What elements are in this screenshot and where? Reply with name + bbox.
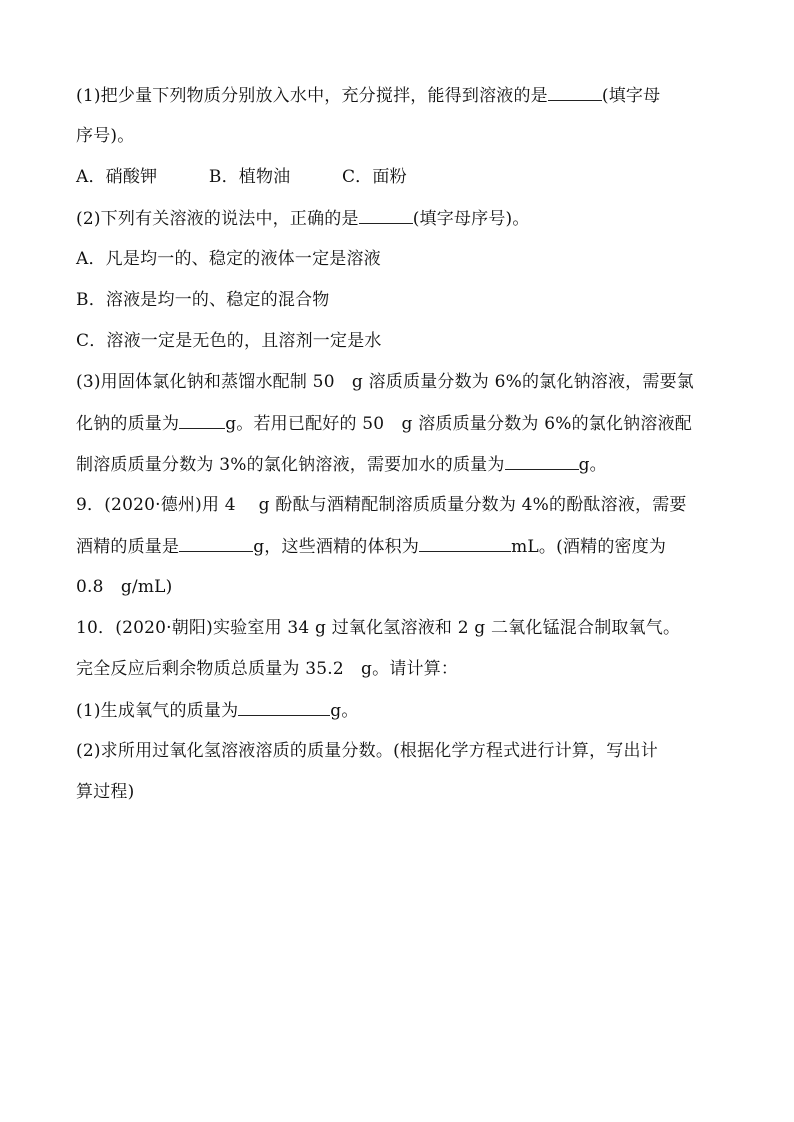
q9-line-2 [76, 535, 736, 576]
q8-2-stem-suffix: (填字母序号)。 [412, 209, 530, 229]
answer-blank-q8-2[interactable] [359, 207, 413, 224]
q9-line-2-text: 酒精的质量是 [76, 537, 180, 557]
q10-sub-1 [76, 699, 736, 740]
q9-line-2-suffix: mL。(酒精的密度为 [511, 537, 667, 557]
q8-1-stem-suffix: (填字母 [601, 86, 661, 106]
q10-line-1: 10．(2020·朝阳)实验室用 34 g 过氧化氢溶液和 2 g 二氧化锰混合制取氧气。 [76, 618, 681, 638]
q8-3-line-2-text: 化钠的质量为 [76, 414, 180, 434]
answer-blank-q8-3-a[interactable] [179, 412, 225, 429]
q10-sub-2-line-2: 算过程) [76, 782, 135, 802]
q8-1-stem: (1)把少量下列物质分别放入水中，充分搅拌，能得到溶液的是 [76, 86, 548, 106]
q8-2-stem-text: (2)下列有关溶液的说法中，正确的是 [76, 209, 359, 229]
q8-3-line-1: (3)用固体氯化钠和蒸馏水配制 50 g 溶质质量分数为 6%的氯化钠溶液，需要氯 [76, 372, 694, 392]
q8-1-options: A．硝酸钾 B．植物油 C．面粉 [76, 167, 407, 187]
q8-2-stem [76, 207, 736, 248]
q8-2-option-a: A．凡是均一的、稳定的液体一定是溶液 [76, 249, 381, 269]
answer-blank-q9-b[interactable] [419, 535, 511, 552]
q10-line-2: 完全反应后剩余物质总质量为 35.2 g。请计算： [76, 659, 459, 679]
q8-3-line-3-suffix: g。 [578, 455, 607, 475]
q8-2-option-b: B．溶液是均一的、稳定的混合物 [76, 290, 330, 310]
q8-3-line-2 [76, 412, 736, 453]
q8-3-line-2-suffix: g。若用已配好的 50 g 溶质质量分数为 6%的氯化钠溶液配 [225, 414, 692, 434]
q8-1-line-1 [76, 84, 736, 125]
q10-sub-1-text: (1)生成氧气的质量为 [76, 701, 239, 721]
q9-line-2-mid: g，这些酒精的体积为 [253, 537, 420, 557]
q8-1-line-2: 序号)。 [76, 126, 135, 146]
q8-2-option-c: C．溶液一定是无色的，且溶剂一定是水 [76, 331, 382, 351]
q9-line-1: 9．(2020·德州)用 4 g 酚酞与酒精配制溶质质量分数为 4%的酚酞溶液，需要 [76, 495, 687, 515]
answer-blank-q9-a[interactable] [179, 535, 253, 552]
answer-blank-q8-3-b[interactable] [505, 453, 579, 470]
q8-3-line-3-text: 制溶质质量分数为 3%的氯化钠溶液，需要加水的质量为 [76, 455, 505, 475]
q10-sub-1-suffix: g。 [330, 701, 359, 721]
answer-blank-q10-1[interactable] [238, 699, 330, 716]
worksheet-page [76, 84, 736, 822]
q9-line-3: 0.8 g/mL) [76, 577, 173, 597]
q10-sub-2-line-1: (2)求所用过氧化氢溶液溶质的质量分数。(根据化学方程式进行计算，写出计 [76, 741, 658, 761]
q8-3-line-3 [76, 453, 736, 494]
answer-blank-q8-1[interactable] [548, 84, 602, 101]
